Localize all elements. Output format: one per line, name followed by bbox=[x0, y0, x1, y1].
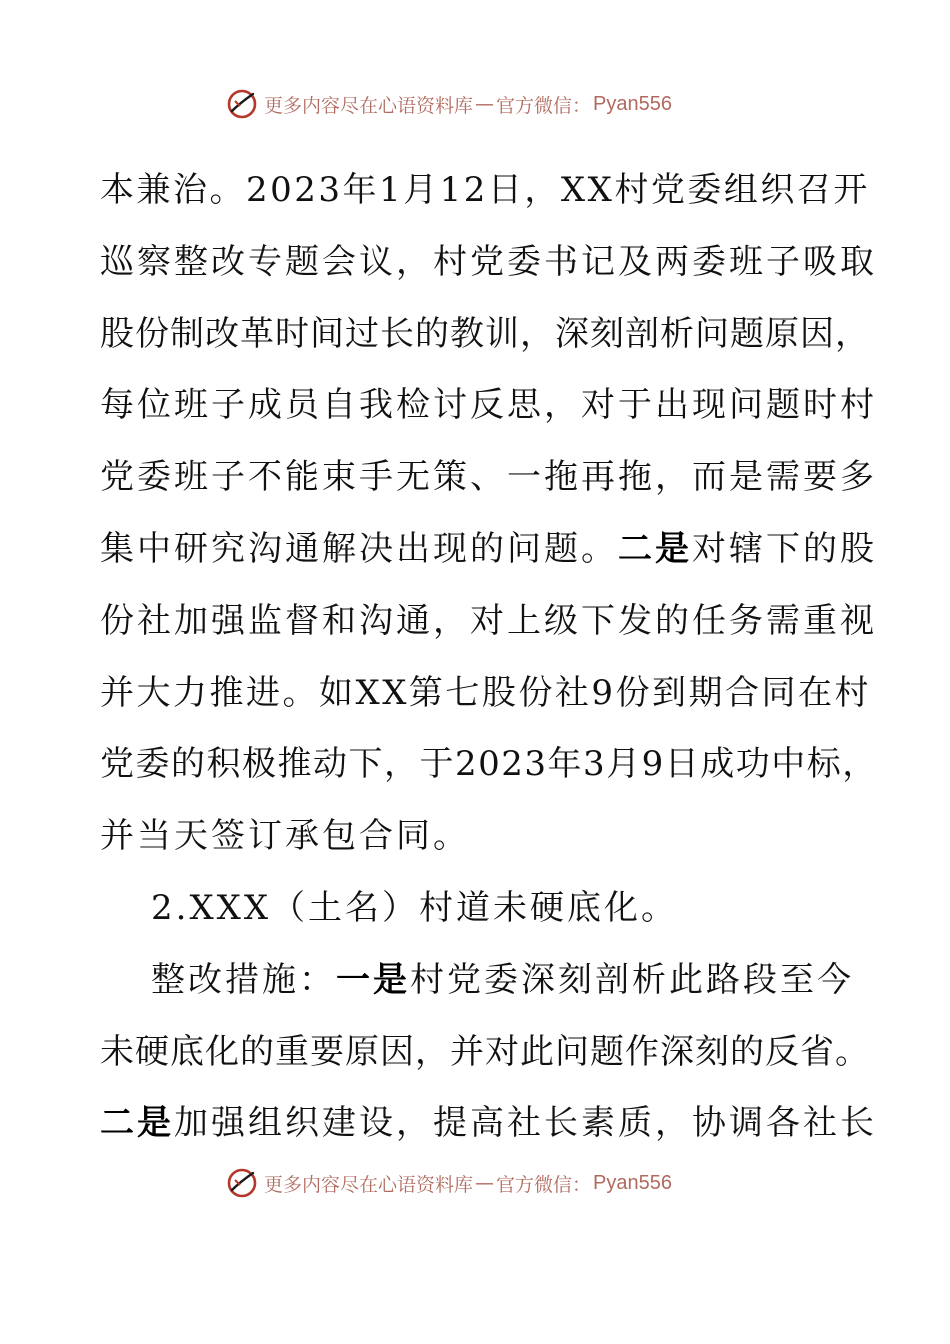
text-segment: 对辖下的股 bbox=[692, 528, 877, 569]
watermark-wechat-label: 官方微信： bbox=[496, 94, 592, 117]
text-segment: 村党委深刻剖析此路段至今 bbox=[410, 959, 854, 1000]
footer-watermark bbox=[226, 1166, 672, 1200]
body-line bbox=[100, 945, 880, 1017]
text-segment: 集中研究沟通解决出现的问题。 bbox=[100, 528, 618, 569]
watermark-wechat-label: 官方微信： bbox=[496, 1173, 592, 1196]
text-segment: 加强组织建设，提高社长素质，协调各社长 bbox=[174, 1103, 877, 1144]
emphasis-second: 二是 bbox=[100, 1103, 174, 1144]
pen-circle-logo-icon bbox=[226, 1167, 258, 1199]
emphasis-first: 一是 bbox=[336, 959, 410, 1000]
text-segment: 未硬底化的重要原因，并对此问题作深刻的反省。 bbox=[100, 1031, 870, 1072]
pen-circle-logo-icon bbox=[226, 88, 258, 120]
text-segment: 股份制改革时间过长的教训，深刻剖析问题原因， bbox=[100, 313, 870, 354]
body-line bbox=[100, 658, 880, 730]
body-text bbox=[100, 155, 880, 1160]
watermark-wechat-id: Pyan556 bbox=[593, 1171, 672, 1194]
text-segment: 2.XXX（土名）村道未硬底化。 bbox=[151, 887, 679, 928]
text-segment: 整改措施： bbox=[151, 959, 336, 1000]
body-line bbox=[100, 227, 880, 299]
body-line bbox=[100, 155, 880, 227]
watermark-title: 更多内容尽在心语资料库 bbox=[264, 94, 474, 117]
body-line bbox=[100, 1017, 880, 1089]
text-segment: 本兼治。2023年1月12日，XX村党委组织召开 bbox=[100, 170, 870, 210]
watermark-separator: — bbox=[475, 1172, 495, 1194]
watermark-title: 更多内容尽在心语资料库 bbox=[264, 1173, 474, 1196]
watermark-separator: — bbox=[475, 93, 495, 115]
header-watermark bbox=[226, 87, 672, 121]
text-segment: 巡察整改专题会议，村党委书记及两委班子吸取 bbox=[100, 241, 877, 282]
watermark-wechat-id: Pyan556 bbox=[593, 92, 672, 115]
emphasis-second: 二是 bbox=[618, 528, 692, 569]
text-segment: 每位班子成员自我检讨反思，对于出现问题时村 bbox=[100, 385, 877, 426]
section-heading bbox=[100, 873, 880, 945]
text-segment: 党委的积极推动下，于2023年3月9日成功中标， bbox=[100, 744, 878, 785]
body-line bbox=[100, 801, 880, 873]
text-segment: 党委班子不能束手无策、一拖再拖，而是需要多 bbox=[100, 457, 877, 498]
text-segment: 份社加强监督和沟通，对上级下发的任务需重视 bbox=[100, 600, 877, 641]
body-line bbox=[100, 586, 880, 658]
body-line bbox=[100, 370, 880, 442]
text-segment: 并大力推进。如XX第七股份社9份到期合同在村 bbox=[100, 672, 872, 713]
body-line bbox=[100, 299, 880, 371]
body-line bbox=[100, 1088, 880, 1160]
body-line bbox=[100, 514, 880, 586]
body-line bbox=[100, 442, 880, 514]
body-line bbox=[100, 729, 880, 801]
text-segment: 并当天签订承包合同。 bbox=[100, 816, 470, 857]
